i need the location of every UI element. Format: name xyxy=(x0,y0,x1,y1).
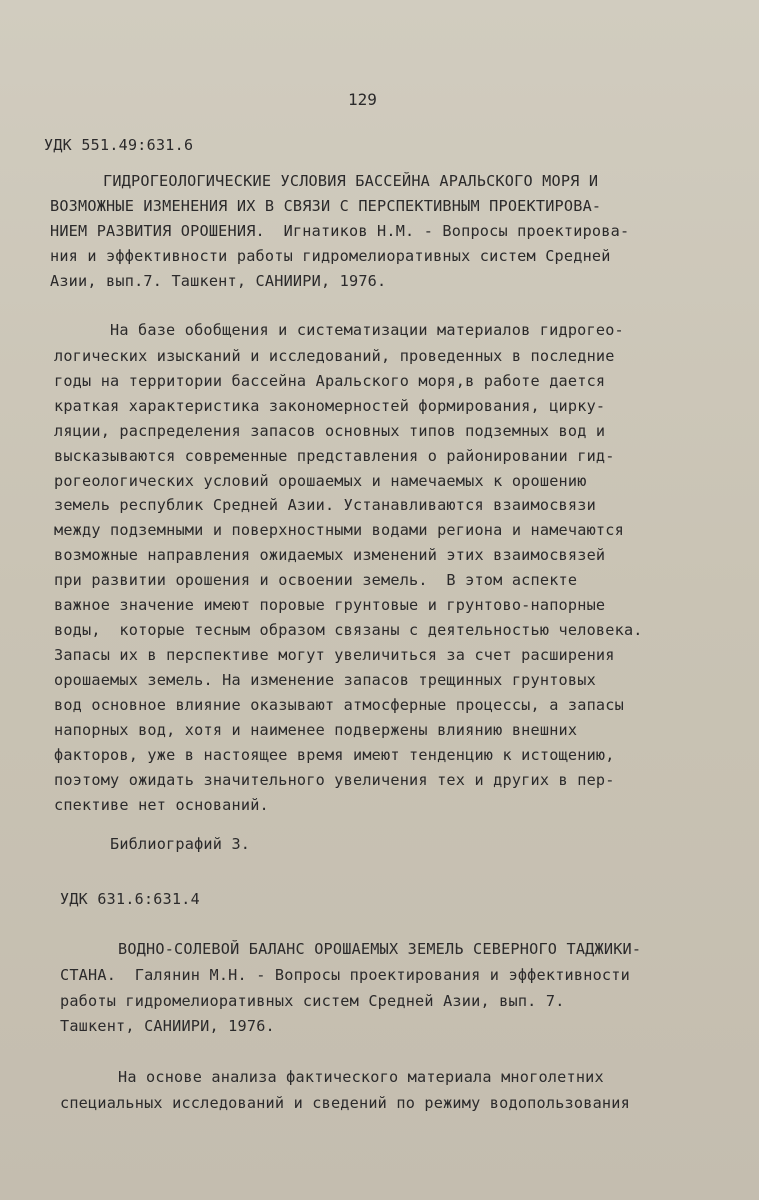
page-number: 129 xyxy=(348,90,377,109)
abstract-line: земель республик Средней Азии. Устанавливаются взаимосвязи xyxy=(54,496,596,514)
citation-line: ВОДНО-СОЛЕВОЙ БАЛАНС ОРОШАЕМЫХ ЗЕМЕЛЬ СЕВЕРНОГО ТАДЖИКИ- xyxy=(118,940,642,958)
abstract-line: вод основное влияние оказывают атмосферные процессы, а запасы xyxy=(54,696,624,714)
citation-line: ния и эффективности работы гидромелиоративных систем Средней xyxy=(50,247,611,265)
citation-line: Ташкент, САНИИРИ, 1976. xyxy=(60,1017,275,1035)
udk-code-1: УДК 551.49:631.6 xyxy=(44,136,194,154)
abstract-line: воды, которые тесным образом связаны с деятельностью человека. xyxy=(54,621,643,639)
abstract-line: поэтому ожидать значительного увеличения тех и других в пер- xyxy=(54,771,615,789)
abstract-line: Запасы их в перспективе могут увеличиться за счет расширения xyxy=(54,646,615,664)
abstract-line: годы на территории бассейна Аральского моря,в работе дается xyxy=(54,372,606,390)
abstract-line: напорных вод, хотя и наименее подвержены влиянию внешних xyxy=(54,721,578,739)
abstract-line: между подземными и поверхностными водами региона и намечаются xyxy=(54,521,624,539)
citation-line: НИЕМ РАЗВИТИЯ ОРОШЕНИЯ. Игнатиков Н.М. - Вопросы проектирова- xyxy=(50,222,630,240)
citation-line: ВОЗМОЖНЫЕ ИЗМЕНЕНИЯ ИХ В СВЯЗИ С ПЕРСПЕКТИВНЫМ ПРОЕКТИРОВА- xyxy=(50,197,602,215)
citation-line: СТАНА. Галянин М.Н. - Вопросы проектирования и эффективности xyxy=(60,966,630,984)
abstract-line: На базе обобщения и систематизации материалов гидрогео- xyxy=(110,321,624,339)
citation-line: работы гидромелиоративных систем Средней Азии, вып. 7. xyxy=(60,992,565,1010)
abstract-line: высказываются современные представления о районировании гид- xyxy=(54,447,615,465)
abstract-line: факторов, уже в настоящее время имеют тенденцию к истощению, xyxy=(54,746,615,764)
abstract-line: орошаемых земель. На изменение запасов трещинных грунтовых xyxy=(54,671,596,689)
abstract-line: логических изысканий и исследований, проведенных в последние xyxy=(54,347,615,365)
abstract-line: На основе анализа фактического материала многолетних xyxy=(118,1068,604,1086)
abstract-line: при развитии орошения и освоении земель. В этом аспекте xyxy=(54,571,578,589)
abstract-line: специальных исследований и сведений по режиму водопользования xyxy=(60,1094,630,1112)
abstract-line: спективе нет оснований. xyxy=(54,796,269,814)
abstract-line: краткая характеристика закономерностей формирования, цирку- xyxy=(54,397,606,415)
udk-code-2: УДК 631.6:631.4 xyxy=(60,890,200,908)
citation-line: Азии, вып.7. Ташкент, САНИИРИ, 1976. xyxy=(50,272,387,290)
abstract-line: важное значение имеют поровые грунтовые и грунтово-напорные xyxy=(54,596,606,614)
abstract-line: рогеологических условий орошаемых и намечаемых к орошению xyxy=(54,472,587,490)
bibliography-count: Библиографий 3. xyxy=(110,835,251,853)
abstract-line: ляции, распределения запасов основных типов подземных вод и xyxy=(54,422,606,440)
abstract-line: возможные направления ожидаемых изменений этих взаимосвязей xyxy=(54,546,606,564)
citation-line: ГИДРОГЕОЛОГИЧЕСКИЕ УСЛОВИЯ БАССЕЙНА АРАЛЬСКОГО МОРЯ И xyxy=(103,172,599,190)
